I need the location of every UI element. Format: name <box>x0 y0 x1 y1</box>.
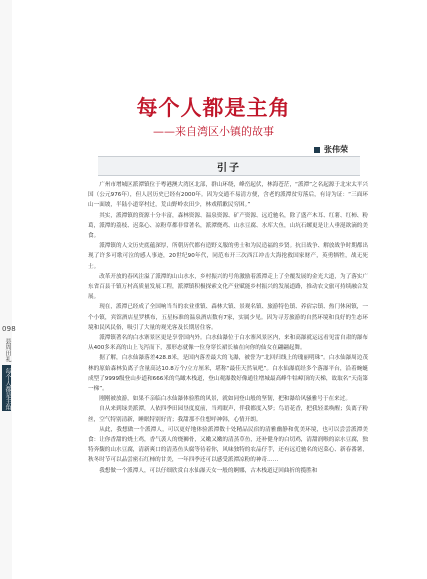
article-subtitle: ——来自湾区小镇的故事 <box>153 125 274 138</box>
side-title-text: 每个人都是主角 <box>4 368 11 410</box>
margin-strip <box>0 0 12 579</box>
paragraph: 刚刚被放游，如果不亲临白水仙瀑体验胜的风景，就如同登山般的坚韧，把和瀑给风骚雅号于在来过。 <box>99 396 351 403</box>
article-body <box>88 180 368 476</box>
paragraph: 我想做一个派潭人，可以仔细欣赏白水仙瀑天女一般的婀娜，古木栈道迂回曲折的揽胜和 <box>99 467 318 474</box>
paragraph: 现在，派潭已经成了全国响当当的农业重镇、森林大镇、景观名镇、旅游特色镇、养宿宗镇、热门休闲镇，一个小镇，宾馆酒店星罗棋布，五星标准的温泉酒店数有7家，实属少见。因为寻芳旅游的自然环境和良好的生态环境和民风民俗，吸引了大量的观光客及长期居住客。 <box>88 304 368 331</box>
paragraph: 派潭镇的人文历史底蕴深厚，所朝历代都有造野义服的勇士和为民造福的乡贤。抗日战争、解放战争时期都出现了许多可歌可泣的感人事迹，20世纪90年代，同范布开三次西江冲击大海抢救国家财产，英勇牺牲，战无死士。 <box>88 243 368 270</box>
paragraph: 自从来到绿美派潭，人依四季田园垦度度前，当鸡眠声，伴我都度入梦；鸟语花香，把我轻柔唤醒；负离子粉丝，空气特别清新，睡眠特别好宵；我甜那不住想呼神韩，心情开朗。 <box>88 406 368 423</box>
paragraph: 派潭镇著名的白水寨景区更是享誉国内外。白水仙瀑位于白水寨风景区内，来和高瀑就运远看见雷自肃的瀑布从400多米高的山上飞泻而下，那形态就像一位身穿长裙长袖在向你的仙女在翩翩起舞。 <box>88 335 368 352</box>
paragraph: 广州市增城区派潭镇位于粤港澳大湾区北部，群山环绕，峰峦起伏，林海苍茫，“派潭”之名起源于北宋太平兴国（公元976年），但人居历史已经有2000年。因为交通不易清方便，含老的派潭贫穷落后，有诗为证：“三面环山一面坡，半陆小道穿村过，荒山野岭农田少，林戏稻歉民穷困。” <box>88 182 368 209</box>
section-heading: 引子 <box>217 163 241 174</box>
paragraph: 从此，我想做一个派潭人，可以更好地体验派潭数十处精品民宿的清雅幽静和优美环境，也可以尝尝派潭美食：让你香甜的烧土鸡，香气袭人的烧狮骨，又嫩又嫩的清蒸草鱼，还补健身的白切鸡，清甜润喉的凉水豆腐，独特奔馥的山水豆腐，清新爽口的清蒸鱼头腐等待着你，风味独特的农品仔芋，还有远近驰名的迟菜心、新春番薯，秋冬时节可以品尝密石红柿的甘美，一年四季还可以感受派潭凉粉的神奇…… <box>88 426 368 464</box>
author-name: 张伟荣 <box>324 145 348 154</box>
side-section-label: 县周田礼 <box>4 338 11 362</box>
author-marker-icon <box>314 147 320 153</box>
paragraph: 据了解，白水仙瀑落差428.8米，是国内落差最大的飞瀑，被誉为“北回归线上的瑰丽明珠”。白水仙瀑周边茂林的原始森林负离子含量高达10.8万个/立方厘米，堪称“最佳天然氧吧”。白水仙瀑底经多个落瀑平台，沿着蜿蜒成型了9999级登山步道和666米的鸟瞰木栈道，登山观瀑数好像通往增城最高峰牛牯嶂顶的天梯，故取名“天南第一梯”。 <box>88 355 368 393</box>
paragraph: 其实，派潭镇的资源十分丰富，森林资源、温泉资源、矿产资源、远近驰名，除了盛产木耳、红薯、红柿、粉葛，派潭的荔枝、迟菜心、凉粉草都非常著名，派潭烧鸡、山水豆腐、水库大鱼，山坑石螺更是让人垂涎欲滴的美食。 <box>88 212 368 240</box>
article-title: 每个人都是主角 <box>136 96 291 120</box>
page-number: 098 <box>2 325 16 333</box>
paragraph: 改革开放的春风注溢了派潭的山山水水，乡村振兴的号角激励着派潭走上了全覆发展的金光大道，为了落实广东省百县千镇万村高质量发展工程，派潭镇积极探索文化产业赋能乡村振兴的发展道路，推动农文旅可持续融合发展。 <box>88 273 368 301</box>
